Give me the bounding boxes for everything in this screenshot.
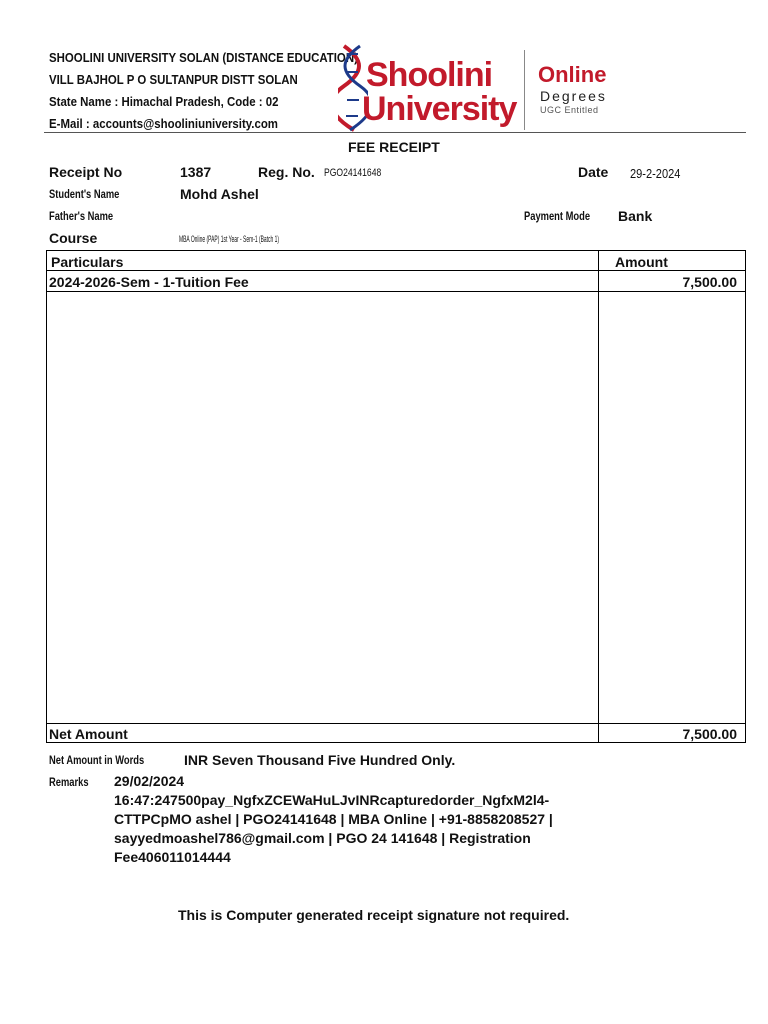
payment-mode-label: Payment Mode [524,209,591,223]
header-row-rule [47,270,745,271]
remarks-line: Fee406011014444 [114,849,231,865]
header-particulars: Particulars [51,254,124,270]
remarks-line: CTTPCpMO ashel | PGO24141648 | MBA Online | +91-8858208527 | [114,811,553,827]
remarks-label: Remarks [49,775,89,789]
father-name-label: Father's Name [49,209,114,223]
header-amount: Amount [615,254,668,270]
student-name-label: Student's Name [49,187,120,201]
student-name-value: Mohd Ashel [180,186,259,202]
remarks-line: 29/02/2024 [114,773,185,789]
institution-address: VILL BAJHOL P O SULTANPUR DISTT SOLAN [49,72,298,87]
payment-mode-value: Bank [618,208,653,224]
logo-word-shoolini: Shoolini [366,56,493,94]
table-row-particular: 2024-2026-Sem - 1-Tuition Fee [49,274,249,290]
receipt-title: FEE RECEIPT [348,139,440,155]
receipt-no-label: Receipt No [49,164,123,180]
net-row-rule [47,723,745,724]
receipt-no-value: 1387 [180,164,212,180]
net-amount-label: Net Amount [49,726,128,742]
table-row-amount: 7,500.00 [682,274,737,290]
logo-divider [524,50,525,130]
footer-note: This is Computer generated receipt signature not required. [178,907,570,923]
course-label: Course [49,230,98,246]
header-rule [44,132,746,133]
logo-online: Online [538,62,607,87]
words-label: Net Amount in Words [49,753,145,767]
logo-ugc: UGC Entitled [540,105,599,115]
remarks-text [114,772,584,867]
reg-no-label: Reg. No. [258,164,315,180]
institution-name: SHOOLINI UNIVERSITY SOLAN (DISTANCE EDUCATION) [49,50,358,65]
date-label: Date [578,164,609,180]
column-divider [598,251,599,742]
net-amount-value: 7,500.00 [682,726,737,742]
institution-email: E-Mail : accounts@shooliniuniversity.com [49,116,278,131]
first-row-rule [47,291,745,292]
particulars-table [46,250,746,743]
remarks-line: 16:47:247500pay_NgfxZCEWaHuLJvINRcapturedorder_NgfxM2l4- [114,792,550,808]
logo-degrees: Degrees [540,88,607,104]
institution-state: State Name : Himachal Pradesh, Code : 02 [49,94,279,109]
words-value: INR Seven Thousand Five Hundred Only. [184,752,456,768]
remarks-line: sayyedmoashel786@gmail.com | PGO 24 141648 | Registration [114,830,531,846]
reg-no-value: PGO24141648 [324,167,382,179]
date-value: 29-2-2024 [630,166,681,181]
logo-word-university: University [362,90,517,128]
course-value: MBA Online (PAP) 1st Year - Sem-1 (Batch 1) [179,234,280,244]
